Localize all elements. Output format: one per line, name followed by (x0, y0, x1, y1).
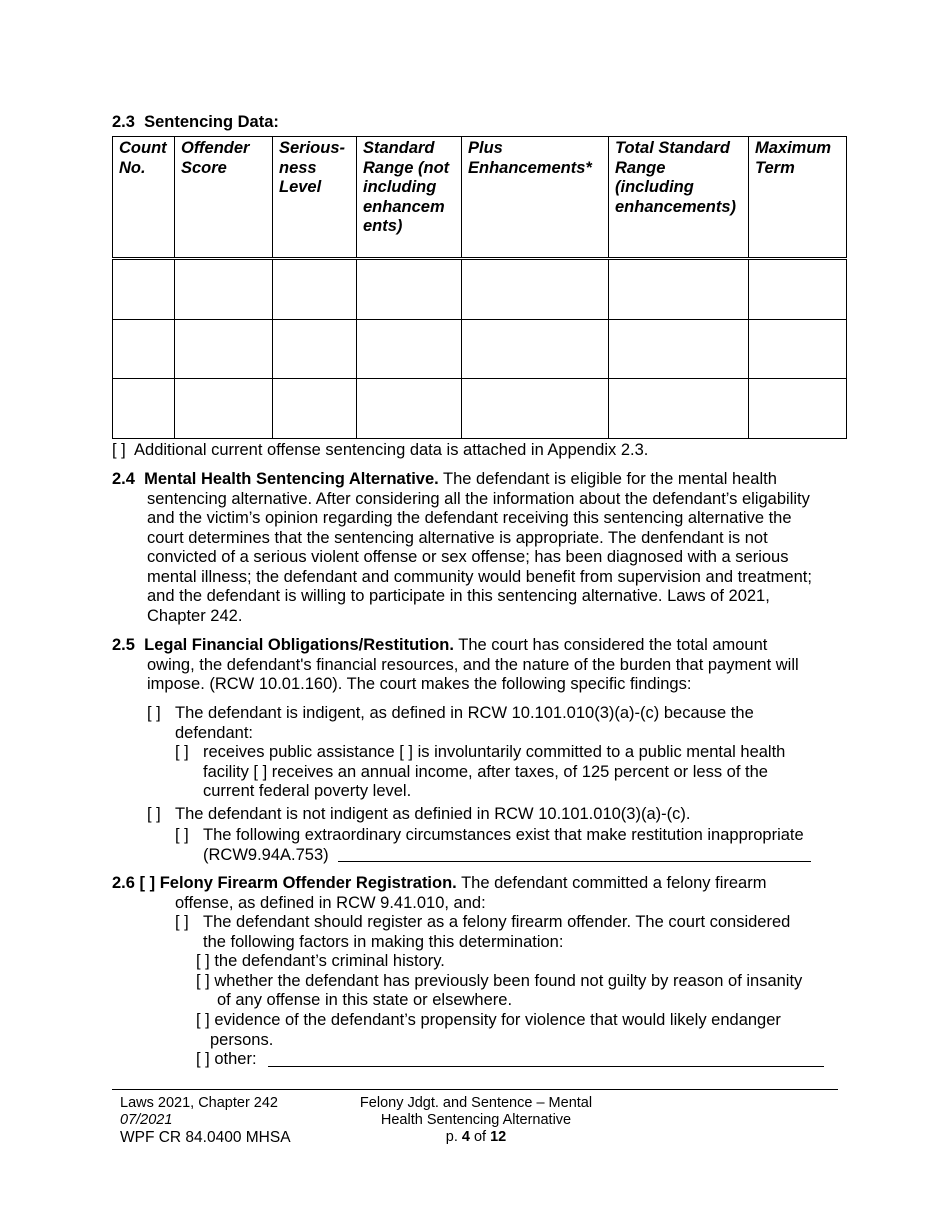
footer-title: Felony Jdgt. and Sentence – Mental (359, 1095, 593, 1111)
table-cell[interactable] (749, 379, 847, 439)
appendix-checkbox[interactable]: [ ] (112, 441, 126, 459)
body-text: mental illness; the defendant and community would benefit from supervision and treatment; (147, 567, 812, 586)
table-cell[interactable] (609, 319, 749, 379)
footer-center (346, 1095, 606, 1146)
col-offender-score: Offender Score (175, 137, 273, 259)
section-number: 2.4 (112, 470, 135, 488)
register-checkbox[interactable]: [ ] (175, 913, 189, 931)
table-header-row (113, 137, 847, 259)
factor-insanity-continued: of any offense in this state or elsewhere. (217, 991, 513, 1009)
factor-other[interactable]: [ ] other: (196, 1050, 257, 1068)
footer-law: Laws 2021, Chapter 242 (120, 1095, 278, 1111)
firearm-registration-checkbox[interactable]: [ ] (139, 874, 156, 892)
table-cell[interactable] (609, 259, 749, 320)
col-maximum-term: Maximum Term (749, 137, 847, 259)
page-number (346, 1129, 606, 1146)
section-2-6-first-line (112, 874, 766, 893)
col-standard-range: Standard Range (not including enhancem ents) (357, 137, 462, 259)
not-indigent-checkbox[interactable]: [ ] (147, 805, 161, 823)
footer-form-id: WPF CR 84.0400 MHSA (120, 1129, 291, 1146)
body-text: convicted of a serious violent offense or sex offense; has been diagnosed with a serious (147, 548, 789, 566)
body-text: The defendant committed a felony firearm (461, 874, 767, 892)
body-text: and the victim’s opinion regarding the defendant receiving this sentencing alternative the (147, 509, 792, 527)
table-cell[interactable] (462, 319, 609, 379)
indigent-criteria-text: current federal poverty level. (203, 782, 412, 800)
indigent-checkbox[interactable]: [ ] (147, 704, 161, 722)
table-cell[interactable] (175, 319, 273, 379)
table-cell[interactable] (273, 379, 357, 439)
table-cell[interactable] (175, 379, 273, 439)
register-text: the following factors in making this determination: (203, 932, 564, 951)
section-title: Sentencing Data: (144, 113, 279, 131)
page-total: 12 (490, 1129, 507, 1145)
table-row (113, 259, 847, 320)
section-number: 2.3 (112, 113, 135, 131)
section-2-5-first-line (112, 636, 767, 655)
appendix-2-3-line (112, 441, 648, 460)
register-text: The defendant should register as a felony firearm offender. The court considered (203, 913, 791, 931)
section-title: Legal Financial Obligations/Restitution. (144, 636, 454, 654)
extraordinary-fill-line[interactable] (338, 861, 811, 862)
table-cell[interactable] (357, 319, 462, 379)
section-number: 2.5 (112, 636, 135, 654)
factor-violence-continued: persons. (210, 1030, 274, 1049)
table-cell[interactable] (749, 319, 847, 379)
table-cell[interactable] (113, 379, 175, 439)
body-text: court determines that the sentencing alternative is appropriate. The denfendant is not (147, 528, 768, 547)
appendix-text: Additional current offense sentencing data is attached in Appendix 2.3. (134, 441, 649, 459)
table-cell[interactable] (357, 259, 462, 320)
indigent-text: The defendant is indigent, as defined in RCW 10.101.010(3)(a)-(c) because the (175, 704, 754, 722)
col-plus-enhancements: Plus Enhancements* (462, 137, 609, 259)
factor-violence[interactable]: [ ] evidence of the defendant’s propensity for violence that would likely endanger (196, 1011, 781, 1029)
table-cell[interactable] (113, 259, 175, 320)
footer-date: 07/2021 (120, 1112, 173, 1128)
page-current: 4 (461, 1129, 470, 1145)
extraordinary-text: (RCW9.94A.753) (203, 845, 329, 864)
table-cell[interactable] (273, 319, 357, 379)
indigent-criteria-text: facility [ ] receives an annual income, after taxes, of 125 percent or less of the (203, 762, 768, 781)
section-number: 2.6 (112, 874, 135, 892)
section-2-4-first-line (112, 470, 777, 489)
sentencing-data-table (112, 136, 847, 439)
not-indigent-text: The defendant is not indigent as definied in RCW 10.101.010(3)(a)-(c). (175, 805, 691, 823)
section-title: Felony Firearm Offender Registration. (159, 874, 457, 892)
body-text: offense, as defined in RCW 9.41.010, and: (175, 893, 486, 912)
col-total-standard-range: Total Standard Range (including enhancements) (609, 137, 749, 259)
indigent-text: defendant: (175, 723, 253, 742)
body-text: sentencing alternative. After considering all the information about the defendant’s eligability (147, 489, 810, 508)
table-cell[interactable] (462, 379, 609, 439)
table-cell[interactable] (113, 319, 175, 379)
body-text: and the defendant is willing to participate in this sentencing alternative. Laws of 2021, (147, 587, 770, 605)
footer-title: Health Sentencing Alternative (380, 1112, 572, 1128)
col-seriousness-level: Serious-ness Level (273, 137, 357, 259)
table-cell[interactable] (273, 259, 357, 320)
footer-rule (112, 1089, 838, 1090)
extraordinary-text: The following extraordinary circumstances exist that make restitution inappropriate (203, 826, 804, 844)
body-text: The defendant is eligible for the mental health (443, 470, 777, 488)
table-row (113, 379, 847, 439)
body-text: Chapter 242. (147, 606, 243, 625)
body-text: impose. (RCW 10.01.160). The court makes the following specific findings: (147, 675, 692, 693)
table-cell[interactable] (357, 379, 462, 439)
factor-criminal-history[interactable]: [ ] the defendant’s criminal history. (196, 952, 445, 970)
page-of: of (473, 1129, 487, 1145)
indigent-criteria-text: receives public assistance [ ] is involuntarily committed to a public mental health (203, 743, 786, 761)
public-assistance-checkbox[interactable]: [ ] (175, 743, 189, 761)
col-count-no: Count No. (113, 137, 175, 259)
section-2-3-heading (112, 113, 279, 132)
section-title: Mental Health Sentencing Alternative. (144, 470, 439, 488)
extraordinary-checkbox[interactable]: [ ] (175, 826, 189, 844)
table-cell[interactable] (462, 259, 609, 320)
footer-left (120, 1095, 291, 1147)
body-text: owing, the defendant's financial resources, and the nature of the burden that payment will (147, 655, 799, 674)
table-cell[interactable] (749, 259, 847, 320)
factor-insanity[interactable]: [ ] whether the defendant has previously been found not guilty by reason of insanity (196, 971, 803, 990)
other-fill-line[interactable] (268, 1066, 824, 1067)
table-cell[interactable] (175, 259, 273, 320)
page-prefix: p. (445, 1129, 458, 1145)
table-cell[interactable] (609, 379, 749, 439)
table-row (113, 319, 847, 379)
body-text: The court has considered the total amount (458, 636, 768, 654)
